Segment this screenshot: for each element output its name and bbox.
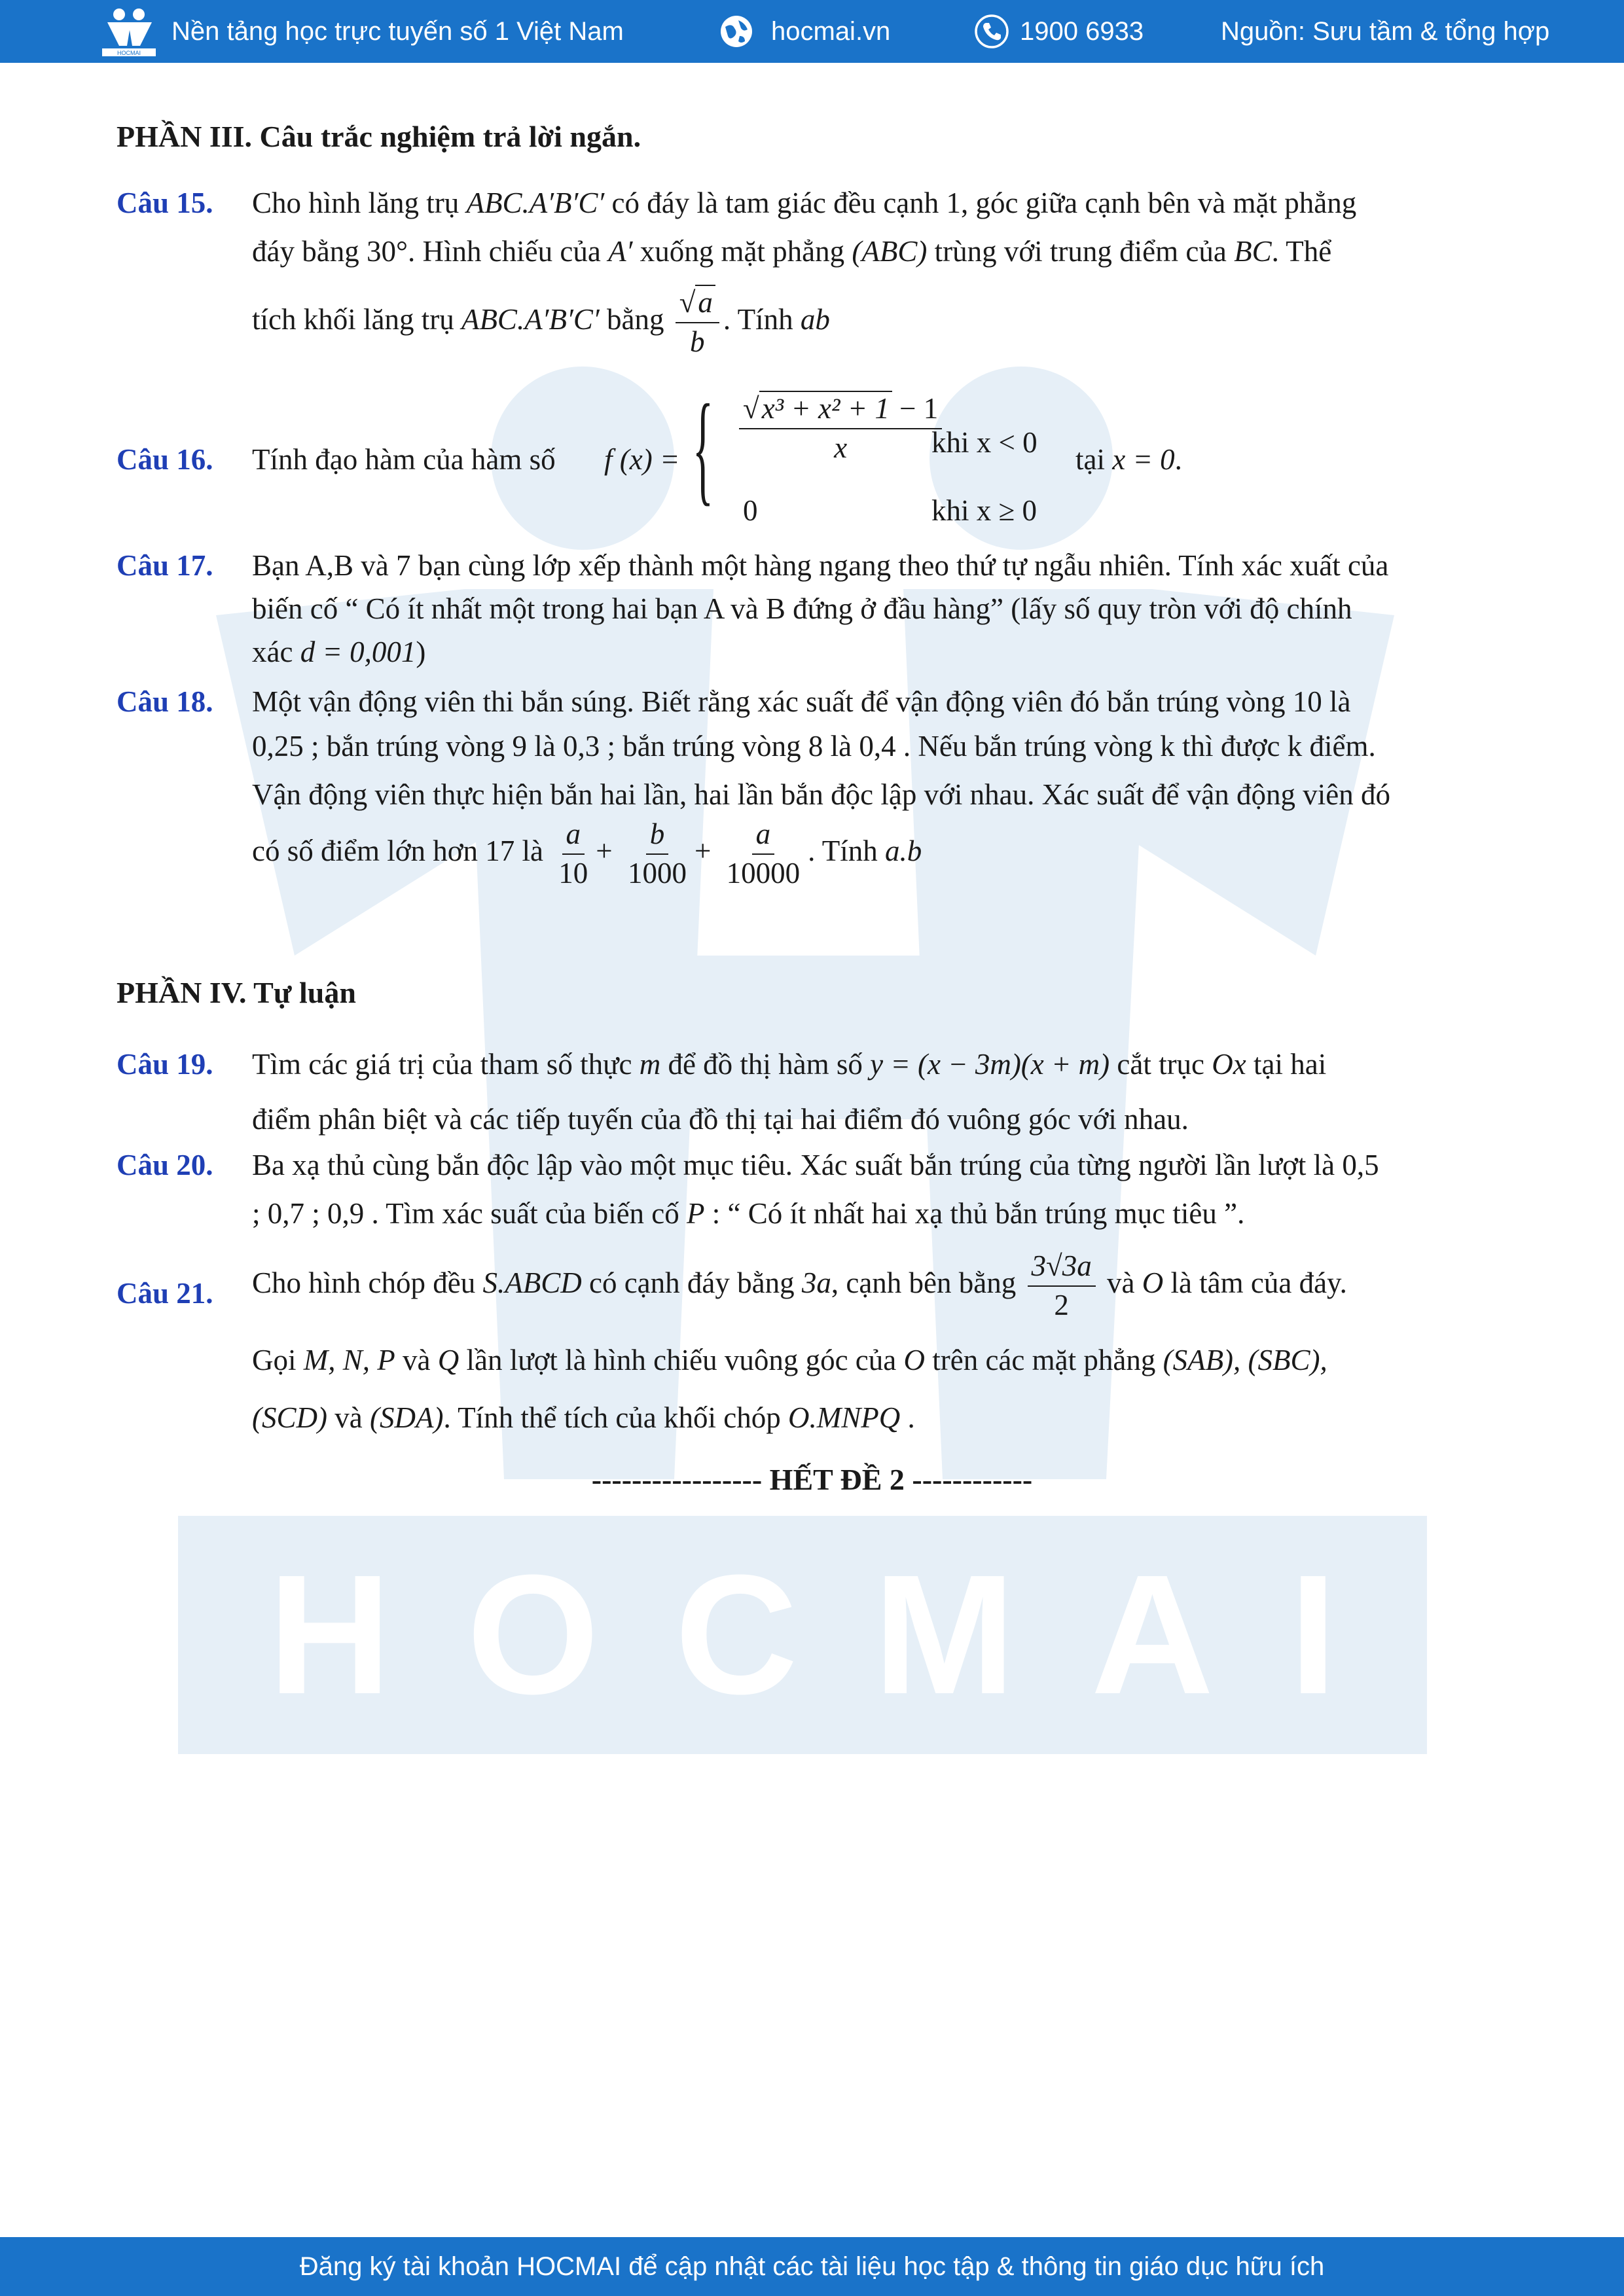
q19-line2: điểm phân biệt và các tiếp tuyến của đồ thị tại hai điểm đó vuông góc với nhau. (252, 1103, 1189, 1136)
q17-line1: Bạn A,B và 7 bạn cùng lớp xếp thành một hàng ngang theo thứ tự ngẫu nhiên. Tính xác xuất của (252, 549, 1389, 582)
q21-line2: Gọi M, N, P và Q lần lượt là hình chiếu vuông góc của O trên các mặt phẳng (SAB), (SBC), (252, 1344, 1327, 1376)
watermark-text: H O C M A I (268, 1539, 1337, 1730)
question-label: Câu 19. (117, 1048, 213, 1081)
end-of-exam: ----------------- HẾT ĐỀ 2 ------------ (591, 1463, 1033, 1496)
q16-case2-cond: khi x ≥ 0 (931, 494, 1037, 527)
svg-text:HOCMAI: HOCMAI (117, 50, 141, 56)
question-label: Câu 20. (117, 1149, 213, 1181)
header-phone[interactable]: 1900 6933 (1020, 16, 1144, 46)
q18-line3: Vận động viên thực hiện bắn hai lần, hai lần bắn độc lập với nhau. Xác suất để vận động viên đó (252, 778, 1390, 811)
header-website-link[interactable]: hocmai.vn (771, 16, 891, 46)
q15-line3: tích khối lăng trụ ABC.A′B′C′ bằng $\frac{√a}{b}$ . Tính ab (252, 286, 830, 358)
q16-case2-value: 0 (743, 494, 758, 527)
q16-text: Tính đạo hàm của hàm số (252, 443, 556, 476)
q19-line1: Tìm các giá trị của tham số thực m để đồ thị hàm số y = (x − 3m)(x + m) cắt trục Ox tại hai (252, 1048, 1327, 1081)
q21-fraction: $\frac{3√3a}{2}$ (1028, 1250, 1096, 1321)
question-label: Câu 18. (117, 685, 213, 718)
q21-line3: (SCD) và (SDA). Tính thể tích của khối chóp O.MNPQ . (252, 1401, 915, 1434)
question-label: Câu 15. (117, 187, 213, 219)
q15-line1: Cho hình lăng trụ ABC.A′B′C′ có đáy là tam giác đều cạnh 1, góc giữa cạnh bên và mặt phẳng (252, 187, 1357, 219)
q18-line1: Một vận động viên thi bắn súng. Biết rằng xác suất để vận động viên đó bắn trúng vòng 10 là (252, 685, 1351, 718)
q16-case1 (735, 393, 946, 464)
q17-line2: biến cố “ Có ít nhất một trong hai bạn A và B đứng ở đầu hàng” (lấy số quy tròn với độ chính (252, 592, 1352, 625)
q20-line2: ; 0,7 ; 0,9 . Tìm xác suất của biến cố P : “ Có ít nhất hai xạ thủ bắn trúng mục tiêu ”. (252, 1197, 1245, 1230)
part4-title: PHẦN IV. Tự luận (117, 976, 356, 1009)
q15-line2: đáy bằng 30°. Hình chiếu của A′ xuống mặt phẳng (ABC) trùng với trung điểm của BC. Thể (252, 235, 1332, 268)
q17-line3: xác d = 0,001) (252, 636, 426, 668)
header-source: Nguồn: Sưu tầm & tổng hợp (1221, 16, 1550, 46)
footer-text: Đăng ký tài khoản HOCMAI để cập nhật các tài liệu học tập & thông tin giáo dục hữu ích (299, 2251, 1325, 2281)
q16-tail: tại x = 0. (1075, 443, 1182, 476)
q16-fraction: $\frac{\text{√x³ + x² + 1 − 1}}{x}$ (739, 393, 942, 464)
q16-brace: { (693, 380, 713, 517)
q20-line1: Ba xạ thủ cùng bắn độc lập vào một mục tiêu. Xác suất bắn trúng của từng người lần lượt là 0,5 (252, 1149, 1379, 1181)
header-tagline: Nền tảng học trực tuyến số 1 Việt Nam (171, 16, 624, 46)
footer-bar[interactable] (0, 2237, 1624, 2296)
q21-line1: Cho hình chóp đều S.ABCD có cạnh đáy bằng 3a, cạnh bên bằng $\frac{3√3a}{2}$ và O là tâm của đáy. (252, 1249, 1347, 1321)
q16-function: f (x) = (604, 443, 680, 476)
part3-title: PHẦN III. Câu trắc nghiệm trả lời ngắn. (117, 120, 641, 153)
q18-line4: có số điểm lớn hơn 17 là $\frac{a}{10}$ + $\frac{b}{1000}$ + $\frac{a}{10000}$ . Tính a.b (252, 817, 922, 889)
q15-fraction: $\frac{√a}{b}$ (676, 287, 719, 358)
question-label: Câu 21. (117, 1277, 213, 1310)
question-label: Câu 16. (117, 443, 213, 476)
q16-case1-cond: khi x < 0 (931, 426, 1038, 459)
q18-line2: 0,25 ; bắn trúng vòng 9 là 0,3 ; bắn trúng vòng 8 là 0,4 . Nếu bắn trúng vòng k thì được k điểm. (252, 730, 1376, 762)
question-label: Câu 17. (117, 549, 213, 582)
